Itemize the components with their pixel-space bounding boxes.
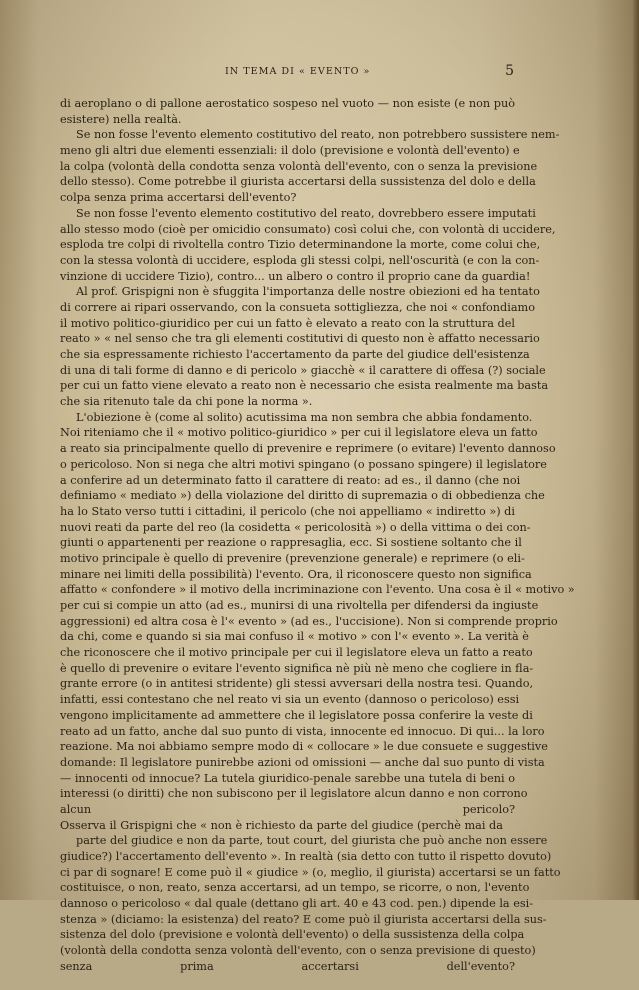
text-line: il motivo politico-giuridico per cui un fatto è elevato a reato con la struttura del — [60, 316, 515, 332]
text-line — [60, 975, 515, 990]
text-line: Osserva il Grispigni che « non è richiesto da parte del giudice (perchè mai da — [60, 818, 515, 834]
text-line: grante errore (o in antitesi stridente) gli stessi avversari della nostra tesi. Quando, — [60, 676, 515, 692]
running-title: IN TEMA DI « EVENTO » — [225, 66, 370, 77]
text-line: da chi, come e quando si sia mai confuso il « motivo » con l'« evento ». La verità è — [60, 629, 515, 645]
text-line: la colpa (volontà della condotta senza volontà dell'evento, con o senza la previsione — [60, 159, 515, 175]
text-line: è quello di prevenire o evitare l'evento significa nè più nè meno che cogliere in fla- — [60, 661, 515, 677]
text-line: colpa senza prima accertarsi dell'evento? — [60, 190, 515, 206]
text-line: ci par di sognare! E come può il « giudice » (o, meglio, il giurista) accertarsi se un fatto — [60, 865, 515, 881]
text-line: affatto « confondere » il motivo della incriminazione con l'evento. Una cosa è il « motivo » — [60, 582, 515, 598]
text-line: di aeroplano o di pallone aerostatico sospeso nel vuoto — non esiste (e non può — [60, 96, 515, 112]
text-line: — innocenti od innocue? La tutela giuridico-penale sarebbe una tutela di beni o — [60, 771, 515, 787]
text-line: motivo principale è quello di prevenire (prevenzione generale) e reprimere (o eli- — [60, 551, 515, 567]
text-line: giunti o appartenenti per reazione o rappresaglia, ecc. Si sostiene soltanto che il — [60, 535, 515, 551]
text-line: esistere) nella realtà. — [60, 112, 515, 128]
text-line: infatti, essi contestano che nel reato vi sia un evento (dannoso o pericoloso) essi — [60, 692, 515, 708]
text-line: dannoso o pericoloso « dal quale (dettano gli art. 40 e 43 cod. pen.) dipende la esi- — [60, 896, 515, 912]
text-line: ha lo Stato verso tutti i cittadini, il pericolo (che noi appelliamo « indiretto ») di — [60, 504, 515, 520]
text-line: di correre ai ripari osservando, con la consueta sottigliezza, che noi « confondiamo — [60, 300, 515, 316]
page-edge-shadow — [633, 0, 639, 900]
text-line: con la stessa volontà di uccidere, esploda gli stessi colpi, nell'oscurità (e con la con- — [60, 253, 515, 269]
text-line: a conferire ad un determinato fatto il carattere di reato: ad es., il danno (che noi — [60, 473, 515, 489]
text-line: definiamo « mediato ») della violazione del diritto di supremazia o di obbedienza che — [60, 488, 515, 504]
text-line: Se non fosse l'evento elemento costitutivo del reato, dovrebbero essere imputati — [60, 206, 515, 222]
text-line: nuovi reati da parte del reo (la cosidetta « pericolosità ») o della vittima o dei con- — [60, 520, 515, 536]
text-line: che sia ritenuto tale da chi pone la norma ». — [60, 394, 515, 410]
text-line: aggressioni) ed altra cosa è l'« evento » (ad es., l'uccisione). Non si comprende proprio — [60, 614, 515, 630]
text-line: reato ad un fatto, anche dal suo punto di vista, innocente ed innocuo. Di qui... la loro — [60, 724, 515, 740]
text-line: senza prima accertarsi dell'evento? — [60, 959, 515, 975]
text-line: di una di tali forme di danno e di pericolo » giacchè « il carattere di offesa (?) sociale — [60, 363, 515, 379]
text-line: che sia espressamente richiesto l'accertamento da parte del giudice dell'esistenza — [60, 347, 515, 363]
text-line: o pericoloso. Non si nega che altri motivi spingano (o possano spingere) il legislatore — [60, 457, 515, 473]
text-line: (volontà della condotta senza volontà dell'evento, con o senza previsione di questo) — [60, 943, 515, 959]
text-line: interessi (o diritti) che non subiscono per il legislatore alcun danno e non corrono — [60, 786, 515, 802]
text-line: per cui si compie un atto (ad es., munirsi di una rivoltella per difendersi da ingiuste — [60, 598, 515, 614]
text-line: che riconoscere che il motivo principale per cui il legislatore eleva un fatto a reato — [60, 645, 515, 661]
text-line: a reato sia principalmente quello di prevenire e reprimere (o evitare) l'evento dannoso — [60, 441, 515, 457]
text-line: domande: Il legislatore punirebbe azioni od omissioni — anche dal suo punto di vista — [60, 755, 515, 771]
text-line: meno gli altri due elementi essenziali: il dolo (previsione e volontà dell'evento) e — [60, 143, 515, 159]
body-text — [60, 96, 515, 990]
text-line: vengono implicitamente ad ammettere che il legislatore possa conferire la veste di — [60, 708, 515, 724]
text-line: Al prof. Grispigni non è sfuggita l'importanza delle nostre obiezioni ed ha tentato — [60, 284, 515, 300]
text-line: L'obiezione è (come al solito) acutissima ma non sembra che abbia fondamento. — [60, 410, 515, 426]
text-line: reato » « nel senso che tra gli elementi costitutivi di questo non è affatto necessario — [60, 331, 515, 347]
page-header — [60, 66, 514, 82]
text-line: Se non fosse l'evento elemento costitutivo del reato, non potrebbero sussistere nem- — [60, 127, 515, 143]
text-line: vinzione di uccidere Tizio), contro... un albero o contro il proprio cane da guardia! — [60, 269, 515, 285]
text-line: reazione. Ma noi abbiamo sempre modo di « collocare » le due consuete e suggestive — [60, 739, 515, 755]
text-line: allo stesso modo (cioè per omicidio consumato) così colui che, con volontà di uccidere, — [60, 222, 515, 238]
page-number: 5 — [505, 63, 514, 79]
text-line: esploda tre colpi di rivoltella contro Tizio determinandone la morte, come colui che, — [60, 237, 515, 253]
text-line: parte del giudice e non da parte, tout court, del giurista che può anche non essere — [60, 833, 515, 849]
text-line: costituisce, o non, reato, senza accertarsi, ad un tempo, se ricorre, o non, l'evento — [60, 880, 515, 896]
text-line: giudice?) l'accertamento dell'evento ». In realtà (sia detto con tutto il rispetto dovuto) — [60, 849, 515, 865]
text-line: alcun pericolo? — [60, 802, 515, 818]
text-line: per cui un fatto viene elevato a reato non è necessario che esista realmente ma basta — [60, 378, 515, 394]
text-line: stenza » (diciamo: la esistenza) del reato? E come può il giurista accertarsi della sus- — [60, 912, 515, 928]
text-line: sistenza del dolo (previsione e volontà dell'evento) o della sussistenza della colpa — [60, 927, 515, 943]
text-line: dello stesso). Come potrebbe il giurista accertarsi della sussistenza del dolo e della — [60, 174, 515, 190]
text-line: minare nei limiti della possibilità) l'evento. Ora, il riconoscere questo non significa — [60, 567, 515, 583]
text-line: Noi riteniamo che il « motivo politico-giuridico » per cui il legislatore eleva un fatto — [60, 425, 515, 441]
